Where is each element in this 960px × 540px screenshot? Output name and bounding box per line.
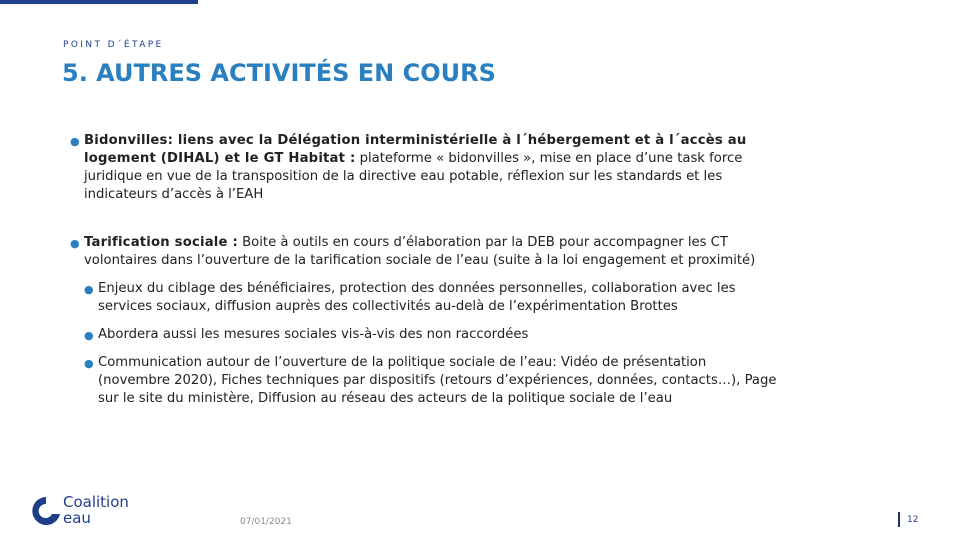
footer-date: 07/01/2021 xyxy=(240,517,292,527)
bullet-dot-icon: ● xyxy=(84,283,94,296)
page-title: 5. AUTRES ACTIVITÉS EN COURS xyxy=(62,59,496,87)
subbullet-text: Enjeux du ciblage des bénéficiaires, protection des données personnelles, collaboration avec les services sociaux, diffusion auprès des collectivités au-delà de l’expérimentation Brottes xyxy=(98,281,736,314)
subbullet-mesures xyxy=(58,326,778,344)
bullet-dot-icon: ● xyxy=(70,237,80,250)
logo-mark-icon xyxy=(30,494,62,528)
bullet-text: Boite à outils en cours d’élaboration par la DEB pour accompagner les CT volontaires dans l’ouverture de la tarification sociale de l’eau (suite à la loi engagement et proximité) xyxy=(84,235,756,268)
bullet-dot-icon: ● xyxy=(84,329,94,342)
logo-line-1: Coalition xyxy=(63,493,129,511)
bullet-dot-icon: ● xyxy=(84,357,94,370)
logo-line-2: eau xyxy=(63,509,91,527)
bullet-lead: Tarification sociale : xyxy=(84,235,238,250)
page-number-divider xyxy=(898,512,900,527)
page-number: 12 xyxy=(907,515,919,525)
bullet-text: plateforme « bidonvilles », mise en place d’une task force juridique en vue de la transposition de la directive eau potable, réflexion sur les standards et les indicateurs d’accès à l’EAH xyxy=(84,151,743,202)
subbullet-enjeux xyxy=(58,280,778,316)
subbullet-communication xyxy=(58,354,778,408)
top-accent-bar xyxy=(0,0,198,4)
bullet-lead: Bidonvilles: liens avec la Délégation interministérielle à l´hébergement et à l´accès au logement (DIHAL) et le GT Habitat : xyxy=(84,133,747,166)
section-kicker: POINT D´ÉTAPE xyxy=(63,40,164,50)
bullet-dot-icon: ● xyxy=(70,135,80,148)
bullet-bidonvilles xyxy=(58,132,778,204)
bullet-tarification xyxy=(58,234,778,270)
coalition-eau-logo xyxy=(30,494,150,530)
subbullet-text: Abordera aussi les mesures sociales vis-à-vis des non raccordées xyxy=(98,327,529,342)
subbullet-text: Communication autour de l’ouverture de la politique sociale de l’eau: Vidéo de présentation (novembre 2020), Fiches techniques par dispositifs (retours d’expériences, données, contacts…), Page sur le site du ministère, Diffusion au réseau des acteurs de la politique sociale de l’eau xyxy=(98,355,777,406)
slide-content xyxy=(58,132,778,408)
logo-wordmark xyxy=(63,494,129,526)
